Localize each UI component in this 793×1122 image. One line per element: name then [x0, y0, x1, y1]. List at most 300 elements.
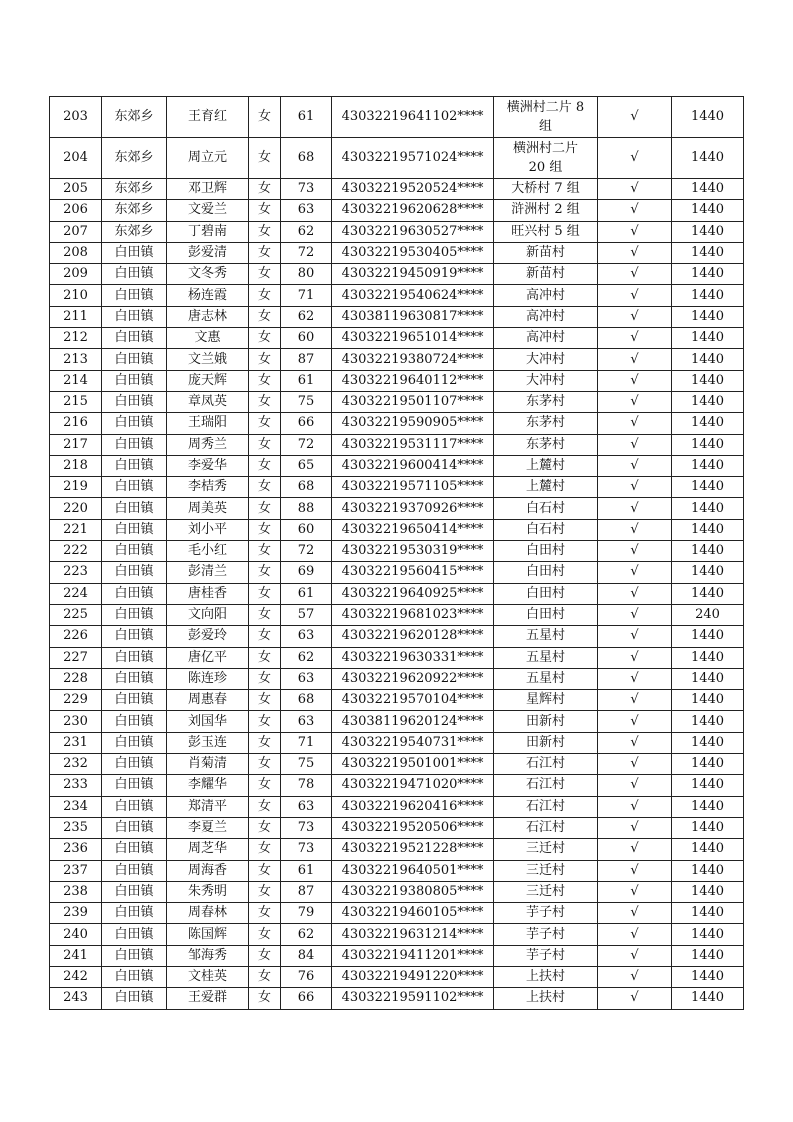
age-cell: 72 — [281, 541, 332, 562]
person-name-cell: 章凤英 — [167, 391, 249, 412]
check-mark-cell: √ — [598, 796, 672, 817]
gender-cell: 女 — [249, 328, 281, 349]
serial-number-cell: 217 — [50, 434, 102, 455]
table-body — [50, 97, 744, 1010]
age-cell: 87 — [281, 349, 332, 370]
township-cell: 白田镇 — [102, 711, 167, 732]
age-cell: 87 — [281, 881, 332, 902]
table-row — [50, 477, 744, 498]
village-cell — [494, 97, 598, 138]
township-cell: 白田镇 — [102, 966, 167, 987]
gender-cell: 女 — [249, 626, 281, 647]
township-cell: 白田镇 — [102, 732, 167, 753]
id-number-cell: 43032219450919**** — [332, 264, 494, 285]
age-cell: 73 — [281, 817, 332, 838]
village-cell: 三迁村 — [494, 881, 598, 902]
person-name-cell: 文爱兰 — [167, 200, 249, 221]
village-cell: 高冲村 — [494, 285, 598, 306]
amount-cell: 1440 — [672, 796, 744, 817]
serial-number-cell: 235 — [50, 817, 102, 838]
village-cell: 上麓村 — [494, 455, 598, 476]
check-mark-cell: √ — [598, 97, 672, 138]
serial-number-cell: 234 — [50, 796, 102, 817]
id-number-cell: 43032219520506**** — [332, 817, 494, 838]
check-mark-cell: √ — [598, 285, 672, 306]
id-number-cell: 43032219571024**** — [332, 138, 494, 179]
amount-cell: 1440 — [672, 903, 744, 924]
age-cell: 80 — [281, 264, 332, 285]
gender-cell: 女 — [249, 903, 281, 924]
age-cell: 61 — [281, 97, 332, 138]
person-name-cell: 陈连珍 — [167, 668, 249, 689]
amount-cell: 1440 — [672, 413, 744, 434]
amount-cell: 1440 — [672, 200, 744, 221]
check-mark-cell: √ — [598, 690, 672, 711]
amount-cell: 1440 — [672, 966, 744, 987]
table-row — [50, 242, 744, 263]
township-cell: 东郊乡 — [102, 138, 167, 179]
age-cell: 60 — [281, 328, 332, 349]
table-row — [50, 732, 744, 753]
serial-number-cell: 242 — [50, 966, 102, 987]
serial-number-cell: 236 — [50, 839, 102, 860]
person-name-cell: 文冬秀 — [167, 264, 249, 285]
id-number-cell: 43032219531117**** — [332, 434, 494, 455]
township-cell: 白田镇 — [102, 903, 167, 924]
id-number-cell: 43032219380724**** — [332, 349, 494, 370]
id-number-cell: 43032219571105**** — [332, 477, 494, 498]
table-row — [50, 370, 744, 391]
serial-number-cell: 219 — [50, 477, 102, 498]
table-row — [50, 924, 744, 945]
table-row — [50, 966, 744, 987]
amount-cell: 1440 — [672, 881, 744, 902]
serial-number-cell: 238 — [50, 881, 102, 902]
serial-number-cell: 231 — [50, 732, 102, 753]
person-name-cell: 肖菊清 — [167, 754, 249, 775]
village-cell: 白田村 — [494, 541, 598, 562]
serial-number-cell: 210 — [50, 285, 102, 306]
check-mark-cell: √ — [598, 626, 672, 647]
id-number-cell: 43032219641102**** — [332, 97, 494, 138]
township-cell: 东郊乡 — [102, 200, 167, 221]
id-number-cell: 43032219600414**** — [332, 455, 494, 476]
gender-cell: 女 — [249, 242, 281, 263]
amount-cell: 1440 — [672, 221, 744, 242]
person-name-cell: 王瑞阳 — [167, 413, 249, 434]
township-cell: 东郊乡 — [102, 179, 167, 200]
village-cell: 白石村 — [494, 498, 598, 519]
id-number-cell: 43032219620416**** — [332, 796, 494, 817]
age-cell: 75 — [281, 391, 332, 412]
person-name-cell: 郑清平 — [167, 796, 249, 817]
amount-cell: 1440 — [672, 455, 744, 476]
amount-cell: 1440 — [672, 391, 744, 412]
amount-cell: 1440 — [672, 97, 744, 138]
amount-cell: 1440 — [672, 775, 744, 796]
age-cell: 68 — [281, 138, 332, 179]
serial-number-cell: 228 — [50, 668, 102, 689]
gender-cell: 女 — [249, 434, 281, 455]
serial-number-cell: 232 — [50, 754, 102, 775]
age-cell: 60 — [281, 519, 332, 540]
age-cell: 72 — [281, 434, 332, 455]
check-mark-cell: √ — [598, 562, 672, 583]
person-name-cell: 唐桂香 — [167, 583, 249, 604]
village-cell: 旺兴村 5 组 — [494, 221, 598, 242]
township-cell: 白田镇 — [102, 242, 167, 263]
village-cell: 三迁村 — [494, 860, 598, 881]
age-cell: 73 — [281, 839, 332, 860]
age-cell: 57 — [281, 604, 332, 625]
age-cell: 62 — [281, 221, 332, 242]
township-cell: 白田镇 — [102, 306, 167, 327]
person-name-cell: 彭玉连 — [167, 732, 249, 753]
check-mark-cell: √ — [598, 817, 672, 838]
township-cell: 东郊乡 — [102, 97, 167, 138]
table-row — [50, 221, 744, 242]
village-cell: 高冲村 — [494, 328, 598, 349]
amount-cell: 1440 — [672, 754, 744, 775]
check-mark-cell: √ — [598, 455, 672, 476]
township-cell: 白田镇 — [102, 988, 167, 1009]
age-cell: 84 — [281, 945, 332, 966]
gender-cell: 女 — [249, 455, 281, 476]
check-mark-cell: √ — [598, 349, 672, 370]
id-number-cell: 43032219591102**** — [332, 988, 494, 1009]
township-cell: 白田镇 — [102, 562, 167, 583]
check-mark-cell: √ — [598, 328, 672, 349]
check-mark-cell: √ — [598, 903, 672, 924]
table-row — [50, 562, 744, 583]
check-mark-cell: √ — [598, 647, 672, 668]
id-number-cell: 43032219640501**** — [332, 860, 494, 881]
id-number-cell: 43032219491220**** — [332, 966, 494, 987]
township-cell: 白田镇 — [102, 775, 167, 796]
township-cell: 白田镇 — [102, 754, 167, 775]
gender-cell: 女 — [249, 817, 281, 838]
check-mark-cell: √ — [598, 200, 672, 221]
age-cell: 66 — [281, 988, 332, 1009]
id-number-cell: 43032219651014**** — [332, 328, 494, 349]
person-name-cell: 李夏兰 — [167, 817, 249, 838]
amount-cell: 1440 — [672, 328, 744, 349]
age-cell: 61 — [281, 583, 332, 604]
id-number-cell: 43032219620628**** — [332, 200, 494, 221]
person-name-cell: 陈国辉 — [167, 924, 249, 945]
person-name-cell: 周立元 — [167, 138, 249, 179]
township-cell: 白田镇 — [102, 796, 167, 817]
id-number-cell: 43032219520524**** — [332, 179, 494, 200]
person-name-cell: 李耀华 — [167, 775, 249, 796]
gender-cell: 女 — [249, 966, 281, 987]
gender-cell: 女 — [249, 519, 281, 540]
amount-cell: 1440 — [672, 711, 744, 732]
serial-number-cell: 241 — [50, 945, 102, 966]
serial-number-cell: 237 — [50, 860, 102, 881]
serial-number-cell: 211 — [50, 306, 102, 327]
table-row — [50, 583, 744, 604]
id-number-cell: 43032219630527**** — [332, 221, 494, 242]
person-name-cell: 李桔秀 — [167, 477, 249, 498]
serial-number-cell: 216 — [50, 413, 102, 434]
township-cell: 东郊乡 — [102, 221, 167, 242]
village-cell: 大桥村 7 组 — [494, 179, 598, 200]
check-mark-cell: √ — [598, 477, 672, 498]
id-number-cell: 43032219640925**** — [332, 583, 494, 604]
table-row — [50, 285, 744, 306]
serial-number-cell: 206 — [50, 200, 102, 221]
gender-cell: 女 — [249, 477, 281, 498]
person-name-cell: 王爱群 — [167, 988, 249, 1009]
serial-number-cell: 218 — [50, 455, 102, 476]
gender-cell: 女 — [249, 881, 281, 902]
amount-cell: 1440 — [672, 242, 744, 263]
township-cell: 白田镇 — [102, 817, 167, 838]
village-cell: 白田村 — [494, 583, 598, 604]
village-cell: 上扶村 — [494, 966, 598, 987]
id-number-cell: 43032219590905**** — [332, 413, 494, 434]
table-row — [50, 626, 744, 647]
amount-cell: 1440 — [672, 541, 744, 562]
township-cell: 白田镇 — [102, 264, 167, 285]
township-cell: 白田镇 — [102, 477, 167, 498]
amount-cell: 1440 — [672, 924, 744, 945]
person-name-cell: 朱秀明 — [167, 881, 249, 902]
age-cell: 78 — [281, 775, 332, 796]
id-number-cell: 43038119630817**** — [332, 306, 494, 327]
table-row — [50, 328, 744, 349]
check-mark-cell: √ — [598, 413, 672, 434]
amount-cell: 1440 — [672, 626, 744, 647]
id-number-cell: 43032219560415**** — [332, 562, 494, 583]
age-cell: 63 — [281, 200, 332, 221]
id-number-cell: 43032219521228**** — [332, 839, 494, 860]
township-cell: 白田镇 — [102, 860, 167, 881]
table-row — [50, 200, 744, 221]
check-mark-cell: √ — [598, 519, 672, 540]
person-name-cell: 彭爱清 — [167, 242, 249, 263]
township-cell: 白田镇 — [102, 690, 167, 711]
amount-cell: 1440 — [672, 690, 744, 711]
table-row — [50, 945, 744, 966]
township-cell: 白田镇 — [102, 583, 167, 604]
id-number-cell: 43032219620922**** — [332, 668, 494, 689]
township-cell: 白田镇 — [102, 924, 167, 945]
age-cell: 62 — [281, 924, 332, 945]
check-mark-cell: √ — [598, 242, 672, 263]
gender-cell: 女 — [249, 391, 281, 412]
person-name-cell: 毛小红 — [167, 541, 249, 562]
age-cell: 73 — [281, 179, 332, 200]
check-mark-cell: √ — [598, 264, 672, 285]
id-number-cell: 43032219370926**** — [332, 498, 494, 519]
person-name-cell: 周春林 — [167, 903, 249, 924]
gender-cell: 女 — [249, 541, 281, 562]
township-cell: 白田镇 — [102, 370, 167, 391]
village-cell: 上扶村 — [494, 988, 598, 1009]
township-cell: 白田镇 — [102, 328, 167, 349]
table-row — [50, 711, 744, 732]
id-number-cell: 43032219640112**** — [332, 370, 494, 391]
age-cell: 63 — [281, 796, 332, 817]
amount-cell: 1440 — [672, 306, 744, 327]
age-cell: 76 — [281, 966, 332, 987]
gender-cell: 女 — [249, 138, 281, 179]
serial-number-cell: 233 — [50, 775, 102, 796]
amount-cell: 1440 — [672, 138, 744, 179]
gender-cell: 女 — [249, 264, 281, 285]
serial-number-cell: 208 — [50, 242, 102, 263]
gender-cell: 女 — [249, 200, 281, 221]
table-row — [50, 138, 744, 179]
age-cell: 71 — [281, 732, 332, 753]
beneficiary-table — [49, 96, 744, 1010]
gender-cell: 女 — [249, 349, 281, 370]
township-cell: 白田镇 — [102, 945, 167, 966]
id-number-cell: 43032219501001**** — [332, 754, 494, 775]
id-number-cell: 43032219530405**** — [332, 242, 494, 263]
serial-number-cell: 229 — [50, 690, 102, 711]
id-number-cell: 43032219681023**** — [332, 604, 494, 625]
table-row — [50, 988, 744, 1009]
person-name-cell: 唐亿平 — [167, 647, 249, 668]
check-mark-cell: √ — [598, 924, 672, 945]
village-cell: 东茅村 — [494, 391, 598, 412]
township-cell: 白田镇 — [102, 541, 167, 562]
check-mark-cell: √ — [598, 221, 672, 242]
serial-number-cell: 207 — [50, 221, 102, 242]
person-name-cell: 周美英 — [167, 498, 249, 519]
gender-cell: 女 — [249, 583, 281, 604]
village-cell: 大冲村 — [494, 370, 598, 391]
check-mark-cell: √ — [598, 541, 672, 562]
age-cell: 65 — [281, 455, 332, 476]
table-row — [50, 881, 744, 902]
gender-cell: 女 — [249, 796, 281, 817]
serial-number-cell: 240 — [50, 924, 102, 945]
village-cell: 上麓村 — [494, 477, 598, 498]
amount-cell: 1440 — [672, 285, 744, 306]
village-cell: 石江村 — [494, 817, 598, 838]
table-row — [50, 817, 744, 838]
person-name-cell: 彭爱玲 — [167, 626, 249, 647]
amount-cell: 1440 — [672, 647, 744, 668]
id-number-cell: 43032219530319**** — [332, 541, 494, 562]
township-cell: 白田镇 — [102, 285, 167, 306]
person-name-cell: 邹海秀 — [167, 945, 249, 966]
id-number-cell: 43032219501107**** — [332, 391, 494, 412]
age-cell: 68 — [281, 477, 332, 498]
age-cell: 75 — [281, 754, 332, 775]
person-name-cell: 丁碧南 — [167, 221, 249, 242]
village-cell: 高冲村 — [494, 306, 598, 327]
table-row — [50, 690, 744, 711]
id-number-cell: 43032219380805**** — [332, 881, 494, 902]
gender-cell: 女 — [249, 775, 281, 796]
village-cell: 白石村 — [494, 519, 598, 540]
amount-cell: 1440 — [672, 668, 744, 689]
check-mark-cell: √ — [598, 179, 672, 200]
village-cell: 东茅村 — [494, 413, 598, 434]
person-name-cell: 庞天辉 — [167, 370, 249, 391]
serial-number-cell: 230 — [50, 711, 102, 732]
table-row — [50, 541, 744, 562]
check-mark-cell: √ — [598, 945, 672, 966]
person-name-cell: 文桂英 — [167, 966, 249, 987]
gender-cell: 女 — [249, 988, 281, 1009]
person-name-cell: 文向阳 — [167, 604, 249, 625]
township-cell: 白田镇 — [102, 391, 167, 412]
village-cell: 新苗村 — [494, 242, 598, 263]
table-row — [50, 498, 744, 519]
village-cell: 白田村 — [494, 562, 598, 583]
village-text-line: 组 — [538, 119, 552, 134]
check-mark-cell: √ — [598, 966, 672, 987]
check-mark-cell: √ — [598, 839, 672, 860]
gender-cell: 女 — [249, 690, 281, 711]
table-row — [50, 455, 744, 476]
check-mark-cell: √ — [598, 860, 672, 881]
gender-cell: 女 — [249, 647, 281, 668]
gender-cell: 女 — [249, 668, 281, 689]
table-row — [50, 903, 744, 924]
age-cell: 62 — [281, 647, 332, 668]
check-mark-cell: √ — [598, 732, 672, 753]
age-cell: 72 — [281, 242, 332, 263]
amount-cell: 1440 — [672, 498, 744, 519]
township-cell: 白田镇 — [102, 413, 167, 434]
table-row — [50, 647, 744, 668]
village-cell: 浒洲村 2 组 — [494, 200, 598, 221]
table-row — [50, 604, 744, 625]
id-number-cell: 43032219460105**** — [332, 903, 494, 924]
person-name-cell: 文惠 — [167, 328, 249, 349]
age-cell: 63 — [281, 711, 332, 732]
check-mark-cell: √ — [598, 775, 672, 796]
township-cell: 白田镇 — [102, 455, 167, 476]
village-cell: 石江村 — [494, 775, 598, 796]
township-cell: 白田镇 — [102, 668, 167, 689]
amount-cell: 1440 — [672, 519, 744, 540]
serial-number-cell: 225 — [50, 604, 102, 625]
check-mark-cell: √ — [598, 434, 672, 455]
gender-cell: 女 — [249, 285, 281, 306]
amount-cell: 1440 — [672, 817, 744, 838]
village-text-line: 横洲村二片 8 — [506, 100, 585, 115]
amount-cell: 1440 — [672, 477, 744, 498]
person-name-cell: 彭清兰 — [167, 562, 249, 583]
village-cell: 石江村 — [494, 796, 598, 817]
serial-number-cell: 205 — [50, 179, 102, 200]
check-mark-cell: √ — [598, 604, 672, 625]
table-row — [50, 349, 744, 370]
age-cell: 61 — [281, 860, 332, 881]
id-number-cell: 43032219620128**** — [332, 626, 494, 647]
amount-cell: 240 — [672, 604, 744, 625]
person-name-cell: 邓卫辉 — [167, 179, 249, 200]
gender-cell: 女 — [249, 860, 281, 881]
village-cell: 芋子村 — [494, 924, 598, 945]
village-cell — [494, 138, 598, 179]
amount-cell: 1440 — [672, 945, 744, 966]
gender-cell: 女 — [249, 221, 281, 242]
serial-number-cell: 222 — [50, 541, 102, 562]
id-number-cell: 43032219540731**** — [332, 732, 494, 753]
check-mark-cell: √ — [598, 881, 672, 902]
person-name-cell: 周惠春 — [167, 690, 249, 711]
person-name-cell: 周芝华 — [167, 839, 249, 860]
